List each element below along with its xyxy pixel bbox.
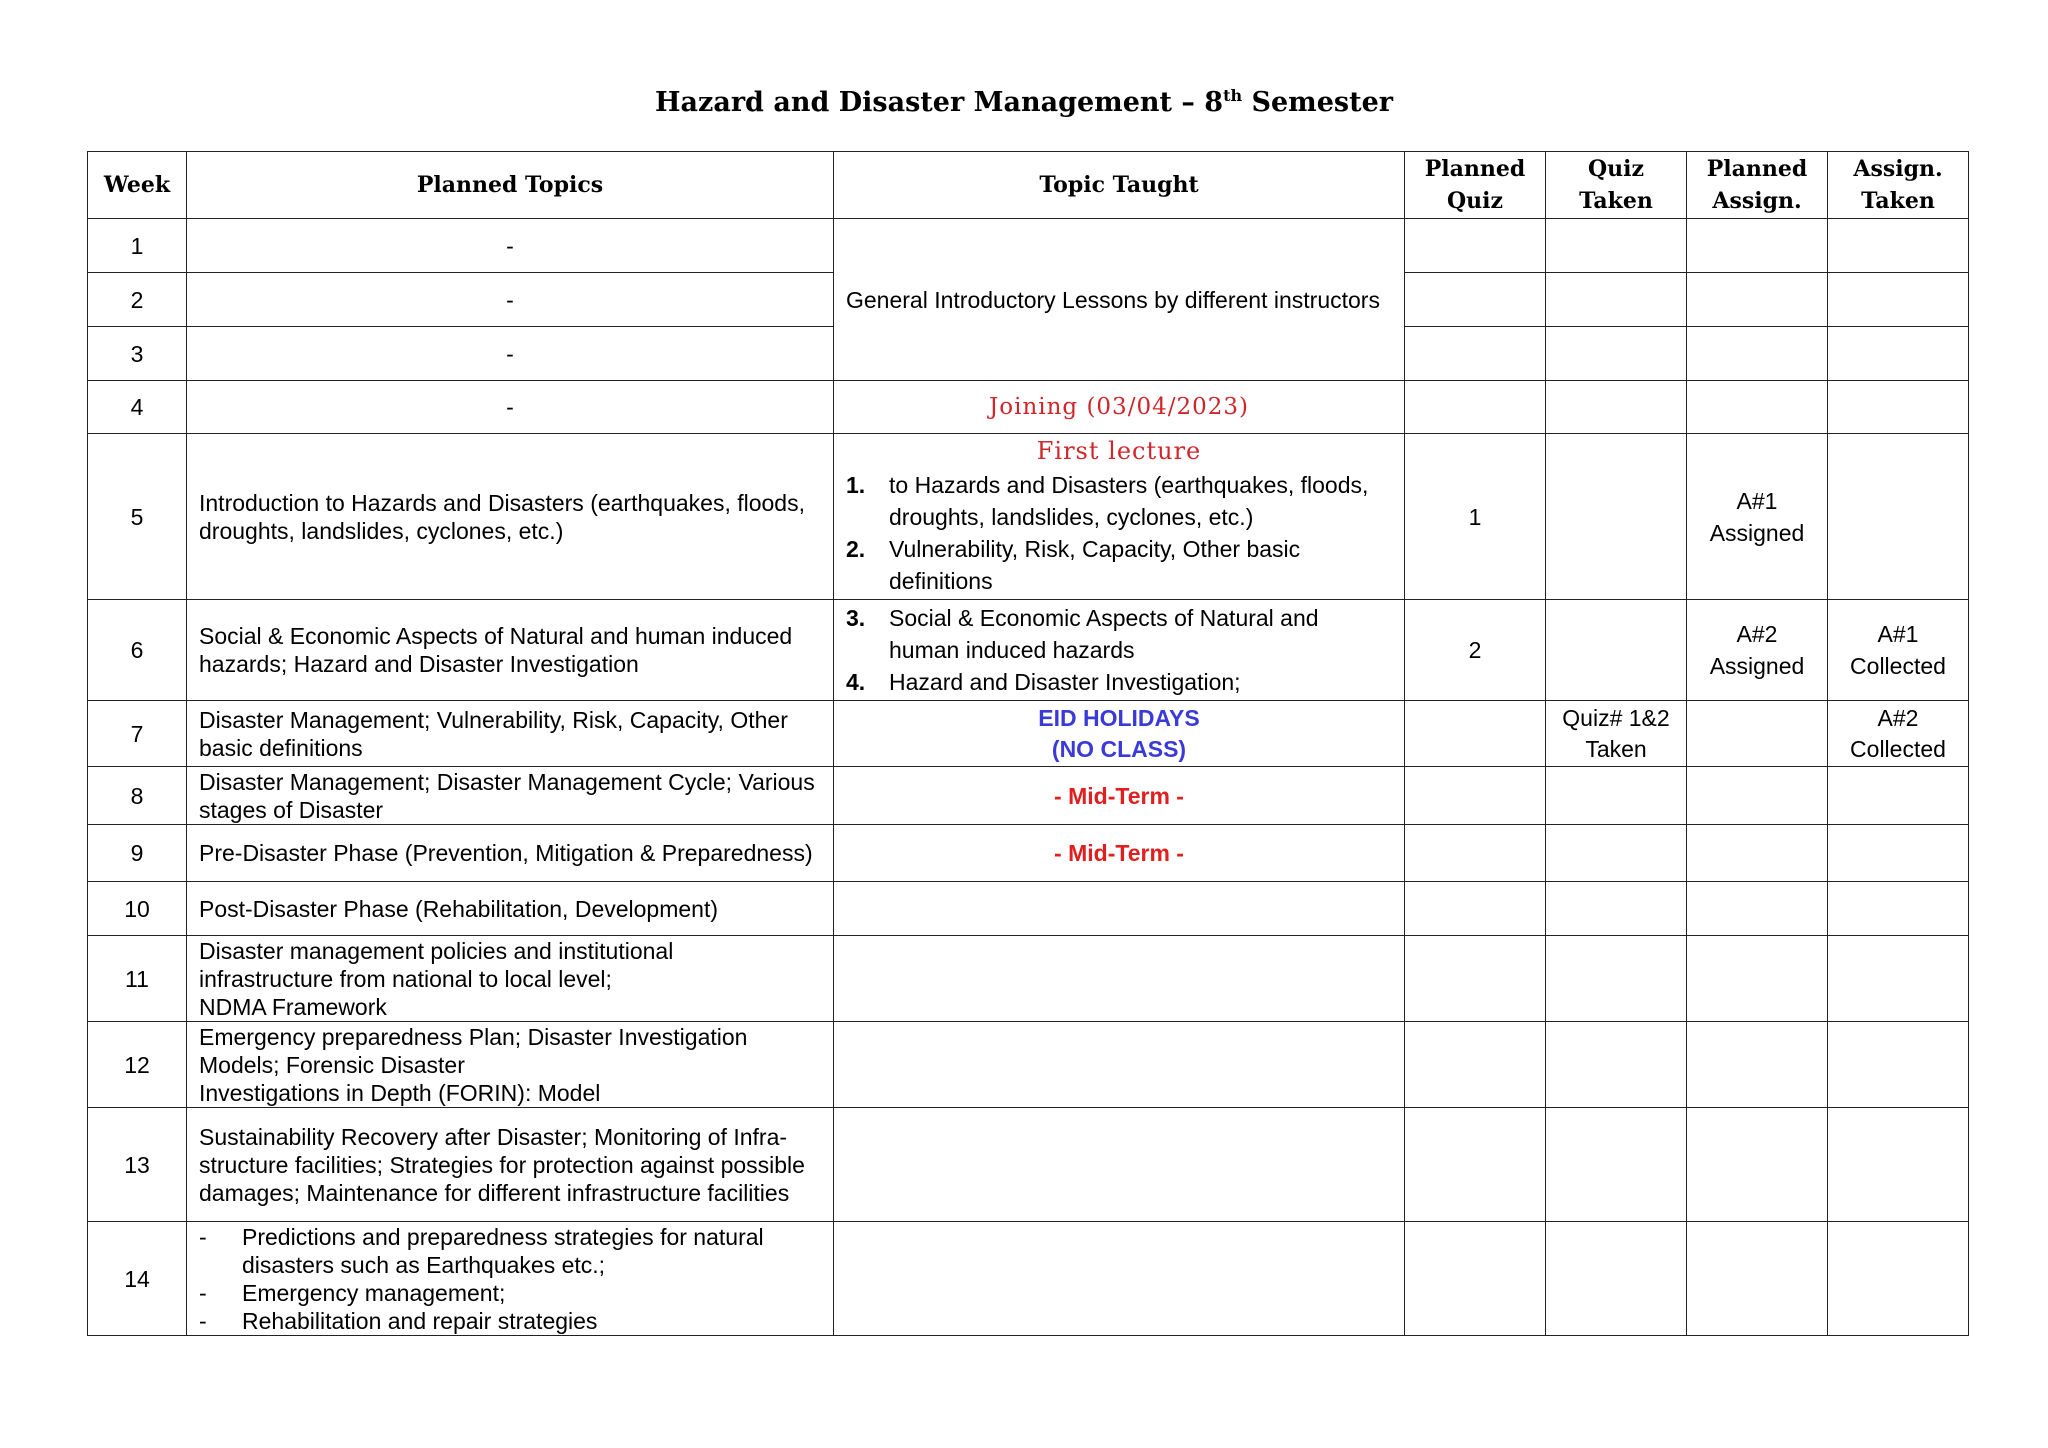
item-text: Vulnerability, Risk, Capacity, Other basic definitions [889,535,1301,594]
planned-assign-cell [1687,434,1828,600]
topic-taught-cell [834,882,1405,936]
planned-assign-line1: A#2 [1736,621,1778,647]
assign-taken-cell [1828,600,1969,701]
header-assign-taken-line2: Taken [1861,188,1935,214]
header-planned-topics: Planned Topics [187,152,834,219]
topic-taught-cell [834,1108,1405,1222]
planned-quiz-cell: 2 [1405,600,1546,701]
week-cell: 14 [88,1222,187,1336]
header-planned-assign-line1: Planned [1706,156,1808,182]
planned-assign-line2: Assigned [1709,653,1805,679]
quiz-taken-cell [1546,1022,1687,1108]
assign-taken-cell [1828,219,1969,273]
planned-quiz-cell [1405,701,1546,767]
planned-quiz-cell [1405,381,1546,434]
list-item [846,533,1392,597]
planned-assign-cell [1687,1108,1828,1222]
planned-topic-cell: Introduction to Hazards and Disasters (earthquakes, floods, droughts, landslides, cyclones, etc.) [187,434,834,600]
assign-taken-cell [1828,1222,1969,1336]
assign-taken-cell [1828,434,1969,600]
no-class-label: (NO CLASS) [1051,735,1187,762]
planned-assign-cell [1687,1222,1828,1336]
header-assign-taken-line1: Assign. [1853,156,1943,182]
planned-topic-cell: Pre-Disaster Phase (Prevention, Mitigation & Preparedness) [187,825,834,882]
taught-list [846,602,1392,698]
planned-line: Models; Forensic Disaster [199,1051,465,1078]
topic-taught-cell: General Introductory Lessons by different instructors [834,219,1405,381]
topic-taught-cell: - Mid-Term - [834,767,1405,825]
planned-quiz-cell [1405,767,1546,825]
quiz-taken-cell [1546,327,1687,381]
assign-taken-cell [1828,1108,1969,1222]
planned-quiz-cell [1405,936,1546,1022]
topic-taught-cell: - Mid-Term - [834,825,1405,882]
item-number: 3. [846,605,866,631]
taught-list [846,469,1392,597]
planned-topic-cell: Social & Economic Aspects of Natural and human induced hazards; Hazard and Disaster Investigation [187,600,834,701]
planned-topic-cell: - [187,381,834,434]
planned-quiz-cell [1405,882,1546,936]
table-row [88,1022,1969,1108]
item-number: 2. [846,535,866,562]
assign-taken-cell [1828,936,1969,1022]
planned-topic-cell: Sustainability Recovery after Disaster; Monitoring of Infra-structure facilities; Strategies for protection against possible damages; Maintenance for different infrastructure facilities [187,1108,834,1222]
table-row [88,434,1969,600]
planned-topic-cell: Post-Disaster Phase (Rehabilitation, Development) [187,882,834,936]
planned-quiz-cell [1405,327,1546,381]
table-row [88,767,1969,825]
quiz-taken-cell [1546,936,1687,1022]
item-text: to Hazards and Disasters (earthquakes, floods, droughts, landslides, cyclones, etc.) [889,471,1369,530]
eid-holidays-label: EID HOLIDAYS [1038,704,1200,731]
week-cell: 6 [88,600,187,701]
quiz-taken-cell [1546,825,1687,882]
planned-topic-cell: - [187,219,834,273]
quiz-taken-cell [1546,882,1687,936]
header-assign-taken [1828,152,1969,219]
quiz-taken-cell [1546,600,1687,701]
planned-quiz-cell [1405,825,1546,882]
planned-line: NDMA Framework [199,993,387,1020]
table-row [88,825,1969,882]
planned-quiz-cell [1405,1022,1546,1108]
list-dash: - [199,1307,207,1334]
planned-assign-cell [1687,219,1828,273]
header-quiz-taken [1546,152,1687,219]
planned-assign-cell [1687,936,1828,1022]
header-planned-quiz-line2: Quiz [1446,188,1503,214]
planned-assign-cell [1687,327,1828,381]
assign-taken-line1: A#2 [1877,704,1919,731]
planned-topic-cell: - [187,273,834,327]
item-number: 4. [846,669,866,695]
quiz-taken-cell [1546,381,1687,434]
week-cell: 9 [88,825,187,882]
planned-assign-cell [1687,600,1828,701]
table-row [88,936,1969,1022]
taught-heading: First lecture [1036,436,1202,465]
planned-assign-cell [1687,767,1828,825]
quiz-taken-cell [1546,701,1687,767]
planned-assign-cell [1687,882,1828,936]
planned-line: Emergency preparedness Plan; Disaster Investigation [199,1023,748,1050]
topic-taught-cell: Joining (03/04/2023) [834,381,1405,434]
assign-taken-cell [1828,701,1969,767]
assign-taken-line2: Collected [1850,735,1946,762]
planned-topic-cell [187,1022,834,1108]
week-cell: 3 [88,327,187,381]
planned-quiz-cell [1405,273,1546,327]
table-row [88,701,1969,767]
planned-topic-cell: - [187,327,834,381]
list-item [846,469,1392,533]
planned-assign-line1: A#1 [1736,487,1778,514]
header-planned-assign-line2: Assign. [1712,188,1802,214]
header-row [88,152,1969,219]
title-superscript: th [1223,86,1243,105]
topic-taught-cell [834,1022,1405,1108]
planned-assign-line2: Assigned [1709,519,1805,546]
planned-line: infrastructure from national to local level; [199,965,612,992]
planned-quiz-cell: 1 [1405,434,1546,600]
header-topic-taught: Topic Taught [834,152,1405,219]
title-suffix: Semester [1242,87,1394,118]
week-cell: 1 [88,219,187,273]
list-item [846,666,1392,698]
assign-taken-cell [1828,825,1969,882]
quiz-taken-cell [1546,219,1687,273]
document-title [0,86,2048,118]
table-row [88,381,1969,434]
list-dash: - [199,1279,207,1306]
header-planned-quiz-line1: Planned [1424,156,1526,182]
quiz-taken-cell [1546,1108,1687,1222]
week-cell: 11 [88,936,187,1022]
planned-topic-cell [187,1222,834,1336]
item-text: Rehabilitation and repair strategies [242,1307,598,1334]
item-text: Social & Economic Aspects of Natural and human induced hazards [889,605,1319,663]
week-cell: 2 [88,273,187,327]
planned-assign-cell [1687,381,1828,434]
list-dash: - [199,1223,207,1250]
table-row [88,219,1969,273]
topic-taught-cell [834,936,1405,1022]
quiz-taken-line1: Quiz# 1&2 [1562,704,1670,731]
list-item [199,1279,821,1307]
week-cell: 10 [88,882,187,936]
item-text: Hazard and Disaster Investigation; [889,669,1241,695]
header-quiz-taken-line2: Taken [1579,188,1653,214]
planned-quiz-cell [1405,1108,1546,1222]
table-row [88,882,1969,936]
quiz-taken-cell [1546,273,1687,327]
assign-taken-cell [1828,882,1969,936]
topic-taught-cell [834,701,1405,767]
planned-quiz-cell [1405,1222,1546,1336]
planned-topic-cell: Disaster Management; Disaster Management Cycle; Various stages of Disaster [187,767,834,825]
item-text: Emergency management; [242,1279,506,1306]
item-number: 1. [846,471,866,498]
header-quiz-taken-line1: Quiz [1587,156,1644,182]
planned-quiz-cell [1405,219,1546,273]
assign-taken-cell [1828,273,1969,327]
list-item [846,602,1392,666]
assign-taken-cell [1828,327,1969,381]
table-row [88,600,1969,701]
topic-taught-cell [834,600,1405,701]
assign-taken-line2: Collected [1850,653,1946,679]
course-plan-table [87,151,1969,1336]
assign-taken-cell [1828,1022,1969,1108]
assign-taken-line1: A#1 [1877,621,1919,647]
title-prefix: Hazard and Disaster Management – 8 [654,87,1224,118]
header-planned-assign [1687,152,1828,219]
planned-line: Investigations in Depth (FORIN): Model [199,1079,601,1106]
planned-list [199,1223,821,1335]
week-cell: 4 [88,381,187,434]
planned-topic-cell [187,936,834,1022]
topic-taught-cell [834,434,1405,600]
quiz-taken-line2: Taken [1585,735,1647,762]
table-row [88,1222,1969,1336]
planned-topic-cell: Disaster Management; Vulnerability, Risk, Capacity, Other basic definitions [187,701,834,767]
item-text: Predictions and preparedness strategies for natural disasters such as Earthquakes etc.; [242,1223,764,1278]
planned-assign-cell [1687,825,1828,882]
header-week: Week [88,152,187,219]
quiz-taken-cell [1546,434,1687,600]
planned-assign-cell [1687,1022,1828,1108]
planned-assign-cell [1687,701,1828,767]
list-item [199,1307,821,1335]
quiz-taken-cell [1546,767,1687,825]
topic-taught-cell [834,1222,1405,1336]
week-cell: 5 [88,434,187,600]
week-cell: 13 [88,1108,187,1222]
week-cell: 12 [88,1022,187,1108]
list-item [199,1223,821,1279]
quiz-taken-cell [1546,1222,1687,1336]
table-row [88,1108,1969,1222]
week-cell: 8 [88,767,187,825]
header-planned-quiz [1405,152,1546,219]
assign-taken-cell [1828,767,1969,825]
week-cell: 7 [88,701,187,767]
planned-line: Disaster management policies and institutional [199,937,674,964]
assign-taken-cell [1828,381,1969,434]
planned-assign-cell [1687,273,1828,327]
